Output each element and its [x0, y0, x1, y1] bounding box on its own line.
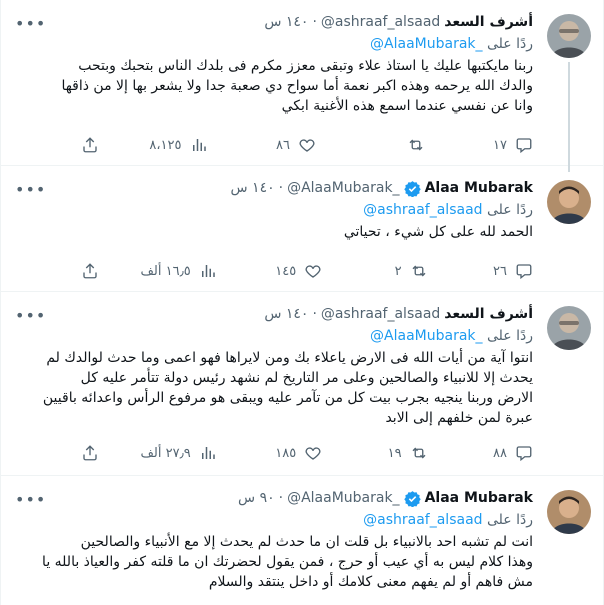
author-handle[interactable]: @ashraaf_alsaad	[320, 14, 441, 30]
views-button[interactable]	[144, 136, 208, 154]
tweet-text-line: يحدث إلا للانبياء والصالحين وعلى مر التاريخ لم نشهد رئيس دولة تتأمر عليه كل	[80, 370, 533, 386]
retweet-arrows-icon	[410, 444, 428, 462]
like-button[interactable]	[258, 444, 322, 462]
tweet-text-line: وهذا كلام ليس به أي عيب أو حرج ، فمن يقول لحضرتك ان ما قلته كفر والعياذ بالله يا	[42, 554, 533, 570]
tweet-time[interactable]: ١٤٠ س	[264, 306, 309, 322]
separator-dot: ·	[312, 306, 317, 322]
tweet-text	[15, 532, 533, 592]
views-button[interactable]	[140, 262, 216, 280]
tweet[interactable]	[1, 476, 603, 605]
view-count: ٨،١٢٥	[149, 137, 182, 153]
reply-prefix: ردًا على	[487, 202, 533, 218]
retweet-arrows-icon	[410, 262, 428, 280]
like-count: ١٤٥	[275, 263, 297, 279]
view-count: ١٦٫٥ ألف	[140, 263, 191, 279]
share-upload-icon	[81, 444, 99, 462]
tweet[interactable]	[1, 166, 603, 292]
author-handle[interactable]: @AlaaMubarak_	[287, 180, 400, 196]
reply-context	[15, 200, 533, 220]
author-handle[interactable]: @AlaaMubarak_	[287, 490, 400, 506]
reply-context	[15, 34, 533, 54]
reply-count: ٢٦	[493, 263, 507, 279]
tweet-text-line: مش فاهم أو لم يفهم معنى كلامك أو داخل ينتقد والسلام	[208, 574, 533, 590]
retweet-count: ٢	[394, 263, 402, 279]
reply-mention[interactable]: @AlaaMubarak_	[370, 36, 483, 52]
bar-chart-icon	[190, 136, 208, 154]
comment-bubble-icon	[515, 136, 533, 154]
author-name[interactable]: Alaa Mubarak	[424, 490, 533, 506]
share-upload-icon	[81, 262, 99, 280]
author-name[interactable]: أشرف السعد	[444, 306, 533, 322]
more-dots-icon[interactable]: •••	[15, 490, 47, 509]
reply-mention[interactable]: @ashraaf_alsaad	[363, 202, 483, 218]
thread-connector	[568, 62, 570, 172]
tweet-text-line: انت لم تشبه احد بالانبياء بل قلت ان ما حدث لم يحدث إلا مع الأنبياء والصالحين	[80, 534, 533, 550]
like-count: ١٨٥	[275, 445, 297, 461]
bar-chart-icon	[199, 262, 217, 280]
tweet-actions	[81, 136, 533, 154]
author-name[interactable]: أشرف السعد	[444, 14, 533, 30]
heart-icon	[304, 444, 322, 462]
like-button[interactable]	[252, 136, 316, 154]
reply-mention[interactable]: @AlaaMubarak_	[370, 328, 483, 344]
bar-chart-icon	[199, 444, 217, 462]
tweet-text-line: الحمد لله على كل شيء ، تحياتي	[343, 224, 533, 240]
separator-dot: ·	[312, 14, 317, 30]
view-count: ٢٧٫٩ ألف	[140, 445, 191, 461]
heart-icon	[304, 262, 322, 280]
tweet-time[interactable]: ١٤٠ س	[230, 180, 275, 196]
tweet-text-line: عبرة لمن خلفهم إلى الابد	[385, 410, 533, 426]
author-handle[interactable]: @ashraaf_alsaad	[320, 306, 441, 322]
heart-icon	[298, 136, 316, 154]
retweet-button[interactable]	[364, 444, 428, 462]
retweet-arrows-icon	[407, 136, 425, 154]
tweet-time[interactable]: ١٤٠ س	[264, 14, 309, 30]
reply-context	[15, 326, 533, 346]
reply-count: ١٧	[493, 137, 507, 153]
views-button[interactable]	[140, 444, 216, 462]
avatar[interactable]	[547, 180, 591, 224]
reply-button[interactable]	[469, 262, 533, 280]
reply-button[interactable]	[469, 136, 533, 154]
reply-prefix: ردًا على	[487, 36, 533, 52]
reply-context	[15, 510, 533, 530]
share-button[interactable]	[81, 262, 99, 280]
tweet-actions	[81, 262, 533, 280]
separator-dot: ·	[278, 180, 284, 196]
author-name[interactable]: Alaa Mubarak	[424, 180, 533, 196]
tweet-text-line: الارض وربنا ينجيه بجرب بيت كل من تآمر عليه ويبقى هو مرفوع الرأس واعدائه باقيين	[42, 390, 533, 406]
like-button[interactable]	[258, 262, 322, 280]
more-dots-icon[interactable]: •••	[15, 180, 47, 199]
more-dots-icon[interactable]: •••	[15, 14, 47, 33]
tweet-time[interactable]: ٩٠ س	[238, 490, 275, 506]
tweet-actions	[81, 444, 533, 462]
tweet-text-line: ربنا مايكتبها عليك يا استاذ علاء وتبقى معزز مكرم فى بلدك الناس بتحبك وبتحب	[78, 58, 533, 74]
share-upload-icon	[81, 136, 99, 154]
tweet-text	[15, 56, 533, 116]
avatar[interactable]	[547, 490, 591, 534]
tweet-text-line: وانا عن نفسي عندما اسمع هذه الأغنية ابكي	[281, 98, 533, 114]
share-button[interactable]	[81, 444, 99, 462]
tweet-text-line: انتوا آية من أيات الله فى الارض ياعلاء بك ومن لايراها فهو اعمى وما حدث لوالدك لم	[46, 350, 533, 366]
reply-mention[interactable]: @ashraaf_alsaad	[363, 512, 483, 528]
reply-prefix: ردًا على	[487, 512, 533, 528]
tweet[interactable]	[1, 292, 603, 476]
share-button[interactable]	[81, 136, 99, 154]
reply-button[interactable]	[469, 444, 533, 462]
reply-prefix: ردًا على	[487, 328, 533, 344]
verified-badge-icon	[404, 180, 421, 197]
avatar[interactable]	[547, 306, 591, 350]
tweet[interactable]	[1, 0, 603, 166]
separator-dot: ·	[278, 490, 284, 506]
reply-count: ٨٨	[493, 445, 507, 461]
retweet-button[interactable]	[361, 136, 425, 154]
retweet-count: ١٩	[387, 445, 402, 461]
more-dots-icon[interactable]: •••	[15, 306, 47, 325]
comment-bubble-icon	[515, 262, 533, 280]
tweet-text	[15, 222, 533, 242]
verified-badge-icon	[404, 490, 421, 507]
avatar[interactable]	[547, 14, 591, 58]
tweet-text-line: والدك الله يرحمه وهذه اكبر نعمة أما سواح دي صعبة جدا ولا يشعر بها إلا من ذاقها	[61, 78, 533, 94]
retweet-button[interactable]	[364, 262, 428, 280]
like-count: ٨٦	[276, 137, 290, 153]
tweet-text	[15, 348, 533, 428]
comment-bubble-icon	[515, 444, 533, 462]
